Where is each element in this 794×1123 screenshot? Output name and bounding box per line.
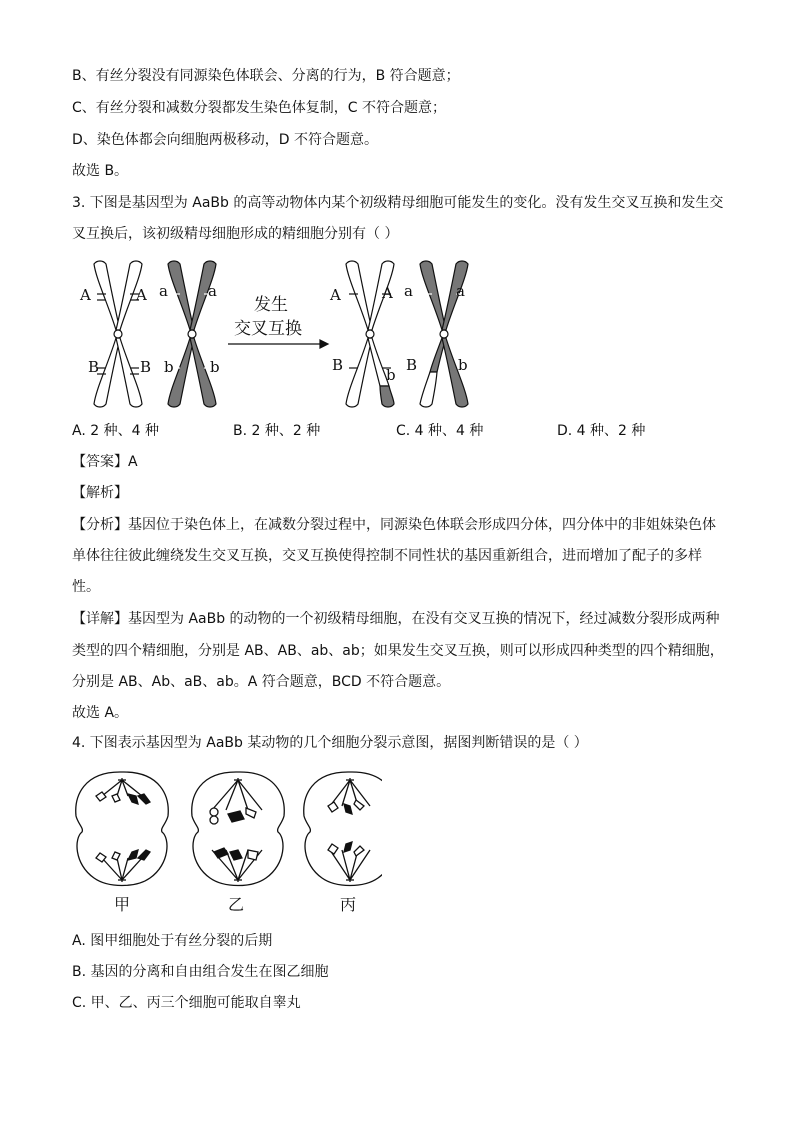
q3-conclusion: 故选 A。	[72, 705, 129, 721]
q3-option-c: C. 4 种、4 种	[396, 423, 484, 439]
gene-label: A	[330, 286, 341, 304]
gene-label: a	[208, 282, 217, 300]
gene-label: B	[406, 356, 418, 374]
cell-bing	[304, 772, 382, 886]
cell-jia	[76, 772, 168, 886]
gene-label: a	[404, 282, 413, 300]
cell-label-bing: 丙	[340, 895, 357, 914]
q3-option-d: D. 4 种、2 种	[557, 423, 646, 439]
q3-xiangjie-line1: 【详解】基因型为 AaBb 的动物的一个初级精母细胞，在没有交叉互换的情况下，经过减数分裂形成两种	[72, 611, 720, 627]
gene-label: A	[80, 286, 91, 304]
q4-option-c: C. 甲、乙、丙三个细胞可能取自睾丸	[72, 995, 301, 1011]
q4-option-b: B. 基因的分离和自由组合发生在图乙细胞	[72, 964, 329, 980]
gene-label: B	[332, 356, 344, 374]
q3-option-b: B. 2 种、2 种	[233, 423, 321, 439]
gene-label: b	[164, 358, 174, 376]
gene-label: b	[386, 366, 396, 384]
q3-fenxi-line2: 单体往往彼此缠绕发生交叉互换，交叉互换使得控制不同性状的基因重新组合，进而增加了配子的多样	[72, 548, 702, 564]
cell-division-figure	[72, 766, 382, 896]
gene-label: a	[456, 282, 465, 300]
cell-label-yi: 乙	[228, 895, 245, 914]
q3-xiangjie-line2: 类型的四个精细胞，分别是 AB、AB、ab、ab；如果发生交叉互换，则可以形成四种类型的四个精细胞，	[72, 643, 724, 659]
gene-label: b	[210, 358, 220, 376]
q3-stem-line1: 3. 下图是基因型为 AaBb 的高等动物体内某个初级精母细胞可能发生的变化。没有发生交叉互换和发生交	[72, 195, 724, 211]
gene-label: b	[458, 356, 468, 374]
analysis-line-b: B、有丝分裂没有同源染色体联会、分离的行为，B 符合题意；	[72, 68, 460, 84]
prev-conclusion: 故选 B。	[72, 163, 129, 179]
q3-stem-line2: 叉互换后，该初级精母细胞形成的精细胞分别有（ ）	[72, 226, 399, 242]
q4-option-a: A. 图甲细胞处于有丝分裂的后期	[72, 933, 273, 949]
gene-label: A	[382, 284, 393, 302]
arrow-head-icon	[320, 340, 328, 348]
arrow-label-line2: 交叉互换	[234, 319, 302, 339]
analysis-line-d: D、染色体都会向细胞两极移动，D 不符合题意。	[72, 132, 379, 148]
arrow-label-line1: 发生	[254, 295, 288, 315]
gene-label: B	[88, 358, 100, 376]
q3-option-a: A. 2 种、4 种	[72, 423, 159, 439]
q4-stem: 4. 下图表示基因型为 AaBb 某动物的几个细胞分裂示意图，据图判断错误的是（ ）	[72, 735, 588, 751]
q3-fenxi-line1: 【分析】基因位于染色体上，在减数分裂过程中，同源染色体联会形成四分体，四分体中的非姐妹染色体	[72, 517, 716, 533]
cell-label-jia: 甲	[114, 895, 131, 914]
chromosome-white-2	[346, 261, 394, 407]
chromosome-white-1	[94, 261, 142, 407]
q3-xiangjie-line3: 分别是 AB、Ab、aB、ab。A 符合题意，BCD 不符合题意。	[72, 674, 451, 690]
crossover-figure	[70, 258, 490, 410]
q3-analysis-tag: 【解析】	[72, 485, 128, 501]
q3-fenxi-line3: 性。	[72, 579, 100, 595]
analysis-line-c: C、有丝分裂和减数分裂都发生染色体复制，C 不符合题意；	[72, 100, 446, 116]
gene-label: A	[136, 286, 147, 304]
cell-yi	[192, 772, 284, 886]
gene-label: B	[140, 358, 152, 376]
gene-label: a	[159, 282, 168, 300]
q3-answer: 【答案】A	[72, 454, 138, 470]
